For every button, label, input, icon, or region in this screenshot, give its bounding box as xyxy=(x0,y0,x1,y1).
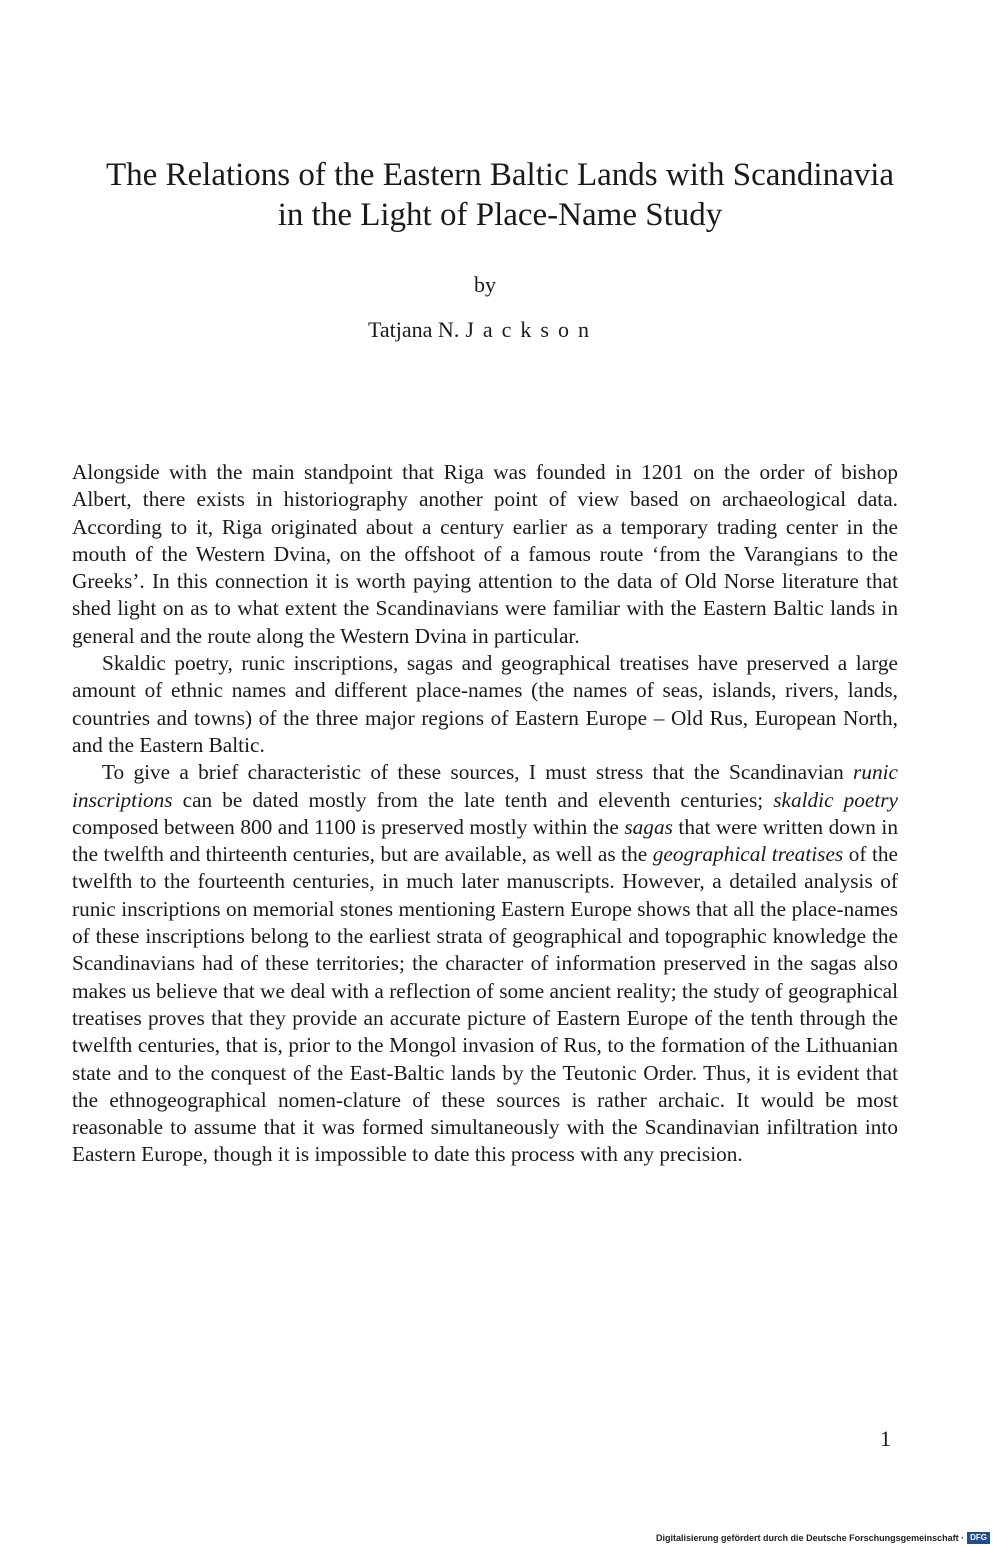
italic-term: skaldic poetry xyxy=(773,787,898,812)
italic-term: runic inscriptions xyxy=(72,760,898,812)
paragraph-text: that were written down in the twelfth and thirteenth centuries, but are available, as well as the xyxy=(72,814,898,867)
italic-term: sagas xyxy=(624,814,673,839)
article-body xyxy=(72,459,898,1169)
dfg-logo: DFG xyxy=(967,1532,990,1544)
paragraph-text: composed between 800 and 1100 is preserved mostly within the xyxy=(72,814,625,839)
body-paragraph xyxy=(72,459,898,650)
page-number: 1 xyxy=(880,1426,891,1451)
paragraph-text: can be dated mostly from the late tenth and eleventh centuries; xyxy=(172,787,774,812)
paragraph-text: Skaldic poetry, runic inscriptions, sagas and geographical treatises have preserved a large amount of ethnic names and different place-names (the names of seas, islands, rivers, lands, countries and towns) of the three major regions of Eastern Europe – Old Rus, European North, and the Eastern Baltic. xyxy=(72,651,898,757)
digitization-footer xyxy=(656,1532,990,1544)
paragraph-text: To give a brief characteristic of these sources, I must stress that the Scandinavian xyxy=(102,760,854,785)
author-surname: Jackson xyxy=(465,317,598,342)
article-title xyxy=(0,155,1000,235)
italic-term: geographical treatises xyxy=(652,842,844,867)
author-name xyxy=(0,317,966,343)
footer-text: Digitalisierung gefördert durch die Deutsche Forschungsgemeinschaft · xyxy=(656,1533,965,1543)
paragraph-text: of the twelfth to the fourteenth centuries, in much later manuscripts. However, a detailed analysis of runic inscriptions on memorial stones mentioning Eastern Europe shows that all the place-names of these inscriptions belong to the earliest strata of geographical and topographic knowledge the Scandinavians had of these territories; the character of information preserved in the sagas also makes us believe that we deal with a reflection of some ancient reality; the study of geographical treatises proves that they provide an accurate picture of Eastern Europe of the tenth through the twelfth centuries, that is, prior to the Mongol invasion of Rus, to the formation of the Lithuanian state and to the conquest of the East-Baltic lands by the Teutonic Order. Thus, it is evident that the ethnogeographical nomen-clature of these sources is rather archaic. It would be most reasonable to assume that it was formed simultaneously with the Scandinavian infiltration into Eastern Europe, though it is impossible to date this process with any precision. xyxy=(72,842,898,1167)
title-line-1: The Relations of the Eastern Baltic Lands with Scandinavia xyxy=(105,157,895,193)
byline: by xyxy=(474,272,496,297)
body-paragraph xyxy=(72,650,898,759)
paragraph-text: Alongside with the main standpoint that Riga was founded in 1201 on the order of bishop Albert, there exists in historiography another point of view based on archaeological data. According to it, Riga originated about a century earlier as a temporary trading center in the mouth of the Western Dvina, on the offshoot of a famous route ‘from the Varangians to the Greeks’. In this connection it is worth paying attention to the data of Old Norse literature that shed light on as to what extent the Scandinavians were familiar with the Eastern Baltic lands in general and the route along the Western Dvina in particular. xyxy=(72,460,898,648)
title-line-2: in the Light of Place-Name Study xyxy=(277,197,723,233)
body-paragraph xyxy=(72,759,898,1168)
author-given-name: Tatjana N. xyxy=(368,317,460,342)
